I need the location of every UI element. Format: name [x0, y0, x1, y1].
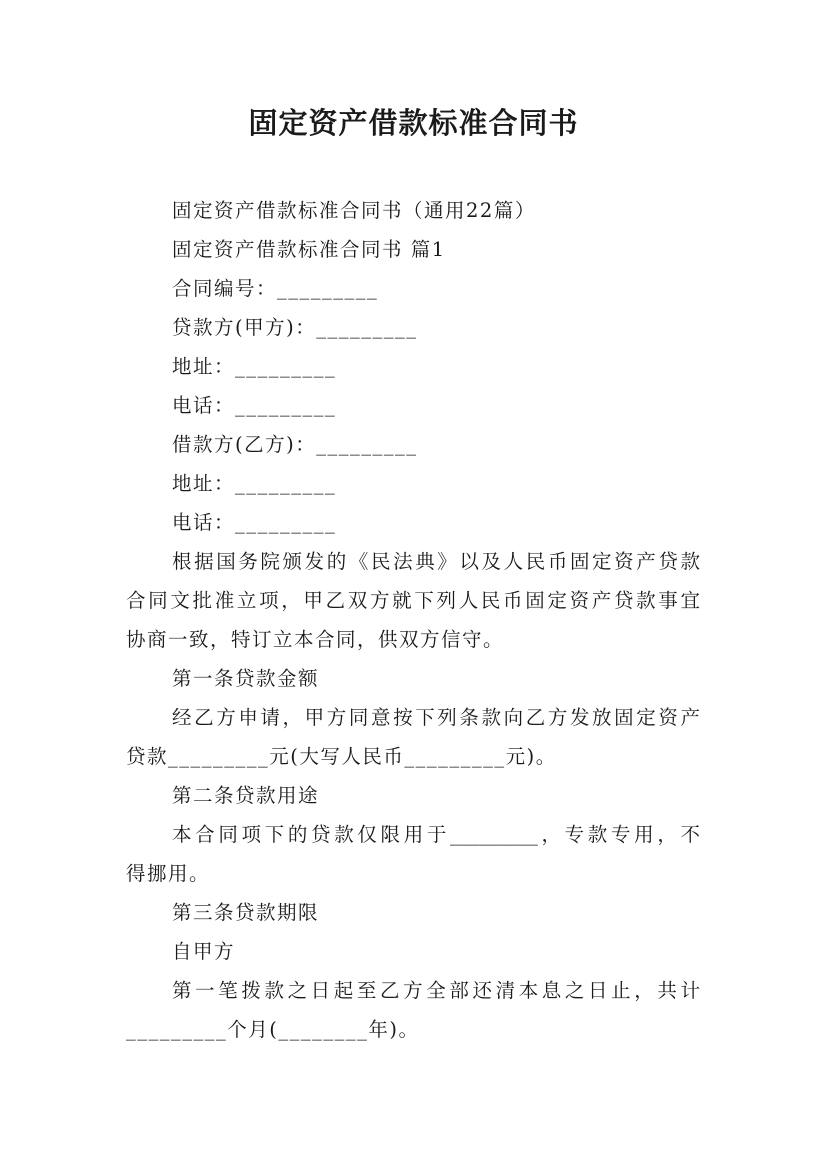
- borrower-field: 借款方(乙方)：_________: [172, 433, 418, 456]
- article-1-text-line: 贷款_________元(大写人民币_________元)。: [126, 745, 557, 768]
- borrower-address-field: 地址：_________: [172, 472, 337, 495]
- article-2-text-line: 得挪用。: [126, 862, 211, 885]
- intro-paragraph-line: 合同文批准立项，甲乙双方就下列人民币固定资产贷款事宜: [126, 589, 700, 612]
- document-title: 固定资产借款标准合同书: [248, 106, 579, 140]
- lender-phone-field: 电话：_________: [172, 394, 337, 417]
- contract-number-field: 合同编号：_________: [172, 277, 379, 300]
- article-2-text-line: 本合同项下的贷款仅限用于_________，专款专用，不: [172, 823, 700, 846]
- section-heading: 固定资产借款标准合同书 篇1: [172, 238, 446, 261]
- article-3-text-line: 第一笔拨款之日起至乙方全部还清本息之日止，共计: [172, 979, 700, 1002]
- lender-field: 贷款方(甲方)：_________: [172, 316, 418, 339]
- article-3-line: 自甲方: [172, 940, 236, 963]
- article-3-text-line: _________个月(________年)。: [126, 1018, 420, 1041]
- lender-address-field: 地址：_________: [172, 355, 337, 378]
- article-1-heading: 第一条贷款金额: [172, 667, 320, 690]
- article-2-heading: 第二条贷款用途: [172, 784, 320, 807]
- intro-paragraph-line: 根据国务院颁发的《民法典》以及人民币固定资产贷款: [172, 550, 700, 573]
- borrower-phone-field: 电话：_________: [172, 511, 337, 534]
- intro-paragraph-line: 协商一致，特订立本合同，供双方信守。: [126, 628, 505, 651]
- subtitle-line: 固定资产借款标准合同书（通用22篇）: [172, 199, 536, 222]
- article-3-heading: 第三条贷款期限: [172, 901, 320, 924]
- article-1-text-line: 经乙方申请，甲方同意按下列条款向乙方发放固定资产: [172, 706, 700, 729]
